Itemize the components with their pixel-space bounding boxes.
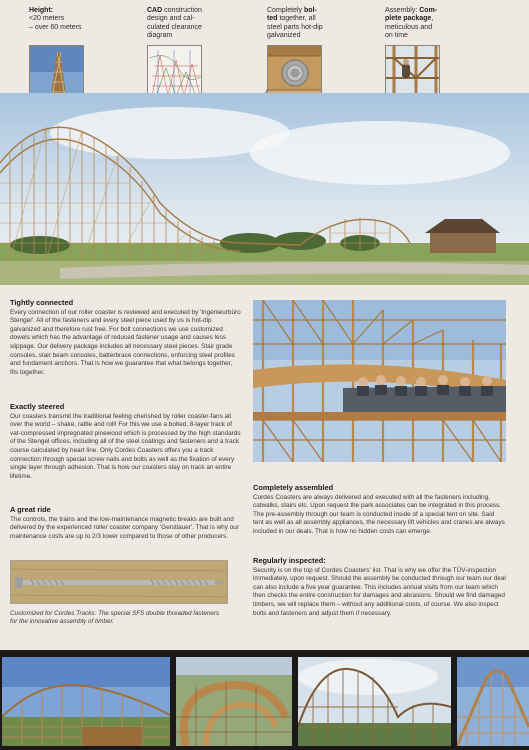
section-tightly-connected <box>10 299 242 377</box>
riders-coaster-photo <box>253 300 506 462</box>
callout-height-line: <20 meters <box>29 15 65 23</box>
section-great-ride <box>10 506 242 541</box>
strip-photo-1 <box>2 657 170 746</box>
section-heading: Tightly connected <box>10 298 74 307</box>
section-heading: Completely assembled <box>253 483 334 492</box>
callout-bolted-line: galvanized <box>267 32 301 40</box>
callout-assembly-text: Assembly: <box>385 7 420 14</box>
callout-cad-line: culated clearance <box>147 23 202 31</box>
callout-assembly-bold: plete package <box>385 15 432 23</box>
callout-bolted-bold: ted <box>267 15 278 23</box>
callout-assembly-bold: Com- <box>419 7 438 14</box>
section-exactly-steered <box>10 403 242 481</box>
fastener-caption <box>10 610 250 626</box>
strip-photo-2 <box>176 657 292 746</box>
callout-cad-line: design and cal- <box>147 15 195 23</box>
callout-assembly-line: meticulous and <box>385 23 433 31</box>
section-heading: A great ride <box>10 505 51 514</box>
callout-height-label: Height: <box>29 7 54 14</box>
callout-cad <box>147 7 202 41</box>
section-heading: Regularly inspected: <box>253 556 326 565</box>
section-body: Every connection of our roller coaster is reviewed and executed by 'Ingenieurbüro Stengel'. All of the fasteners and every steel piece used by us is hot-dip galvanized and therefore rust free. For bolt connections we use customized dowels which has the advantage of reduced fastener usage and causes less slippage. Our delivery package includes all necessary steel pieces. Stair grade consoles, stair beam consoles, batterbrace connections, enforcing steel profiles and fundament anchors. That is how we guarantee that what belongs together, fits together. <box>10 308 241 376</box>
fastener-photo <box>10 560 228 604</box>
strip-photo-4 <box>457 657 529 746</box>
section-completely-assembled <box>253 484 506 537</box>
hero-coaster-photo <box>0 93 529 285</box>
callout-bolted-text: Completely <box>267 7 304 14</box>
section-body: Cordes Coasters are always delivered and executed with all the fasteners including, catwalks, stairs etc. Upon request the park associates can be integrated in this process. The pre-assembly through our team is conducted inside of a special tent on site. Said tent as well as all assembly appliances, the necessary lift vehicles and cranes are always included in our deals. That is how no hidden costs can emerge. <box>253 493 505 535</box>
section-regularly-inspected <box>253 557 506 618</box>
callout-assembly <box>385 7 437 41</box>
caption-line: Customized for Cordes Tracks: The special SFS double threaded fasteners <box>10 610 220 617</box>
callout-cad-line: construction <box>162 7 202 14</box>
callout-bolted-text: together, all <box>277 15 316 23</box>
section-body: Our coasters transmit the traditional feeling cherished by roller coaster-fans all over the world – shake, rattle and roll! For this we use a bolted, 8-layer track of vat-compressed impregnated pinewood which is processed by the high standards of the Stengel offices, including all of the steel coatings and fasteners and a track course calculated by heart line. Only Cordes Coasters offers you a track connection through special screw nails and bolts as well as the fixation of every single layer through adhesion. That is how our coasters stay on track an entire lifetime. <box>10 412 241 480</box>
section-body: The controls, the trains and the low-maintenance magnetic breaks are built and delivered by the experienced roller coaster company 'Gerstlauer'. That is why our maintenance costs are up to 2/3 lower compared to those of other producers. <box>10 515 239 540</box>
callout-cad-line: diagram <box>147 32 173 40</box>
callout-cad-label: CAD <box>147 7 163 14</box>
callout-height <box>29 7 82 32</box>
callout-bolted-line: steel parts hot-dip <box>267 23 323 31</box>
callout-bolted-bold: bol- <box>303 7 317 14</box>
callout-assembly-text: , <box>431 15 434 23</box>
strip-photo-3 <box>298 657 451 746</box>
section-heading: Exactly steered <box>10 402 65 411</box>
callout-bolted <box>267 7 323 41</box>
callout-assembly-line: on time <box>385 32 408 40</box>
section-body: Security is on the top of Cordes Coasters' list. That is why we offer the TÜV-inspection immediately, upon request. Should the assembly be conducted through our team our deal can also include a five year guarantee. This includes annual visits from our team which then checks the entire construction for damages and abrasions. Should we find damaged timbers, we will replace them – without any additional costs, of course. We also inspect bolts and fasteners and adjust them if necessary. <box>253 566 506 617</box>
callout-height-line: – over 60 meters <box>29 23 82 31</box>
caption-line: for the innovative assembly of timber. <box>10 618 115 626</box>
